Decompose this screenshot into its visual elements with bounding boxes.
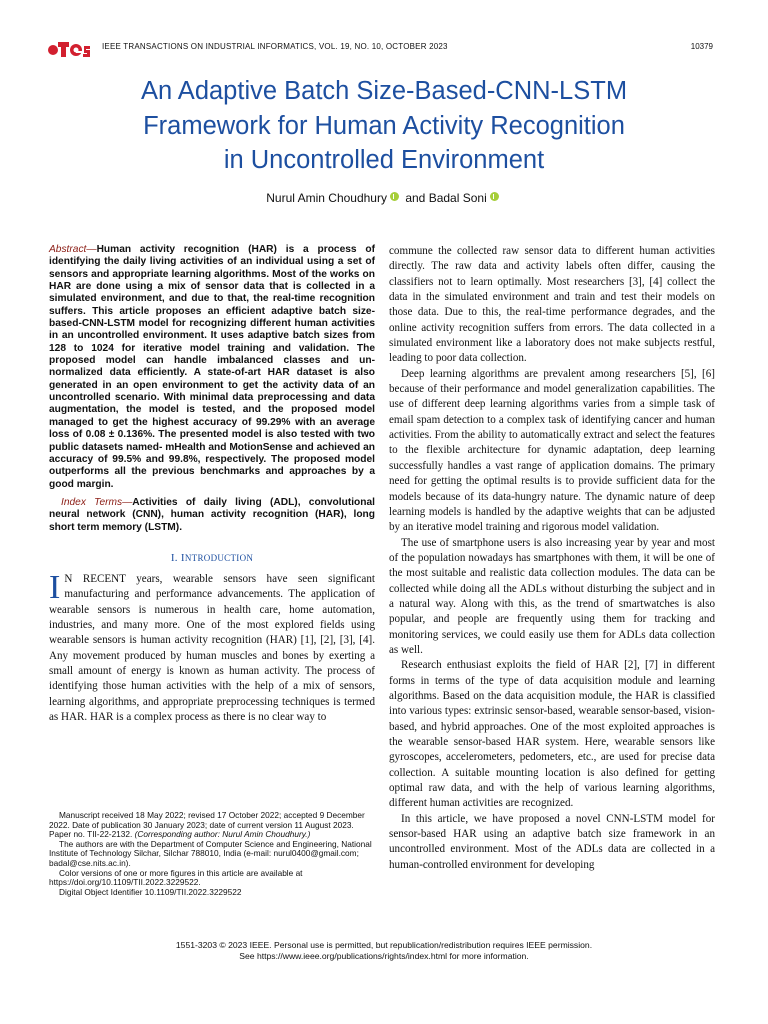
footnote-doi: Digital Object Identifier 10.1109/TII.2022.3229522 bbox=[59, 886, 242, 897]
author-list bbox=[40, 191, 728, 205]
body-paragraph: Deep learning algorithms are prevalent among researchers [5], [6] because of their performance and model generalization capabilities. The use of different deep learning algorithms varies from a simple task of email spam detection to a complex task of identifying cancer and human activities. From the ability to automatically extract and select the features to the flexible architecture for dynamic adaptation, deep learning successfully handles a vast range of application domains. The primary need for getting the optimal results is to provide sufficient data for the models because of its data-hungry nature. The dynamic nature of deep learning models is handled by the adaptive weights that can be adjusted by an iterative model training and rigorous model validation. bbox=[389, 367, 715, 534]
body-paragraph: In this article, we have proposed a novel CNN-LSTM model for sensor-based HAR using an adaptive batch size framework in an uncontrolled environment. Most of the ADLs data are collected in a human-controlled environment for developing bbox=[389, 812, 715, 871]
index-terms bbox=[49, 497, 375, 534]
left-column bbox=[49, 244, 375, 725]
footnote-affiliation: The authors are with the Department of Computer Science and Engineering, National Institute of Technology Silchar, Silchar 788010, India (e-mail: nurul0400@gmail.com; badal@cse.nits.ac.in). bbox=[49, 838, 372, 868]
title-line: in Uncontrolled Environment bbox=[223, 146, 545, 174]
article-title bbox=[40, 74, 728, 178]
footnote-color-note: Color versions of one or more figures in this article are available at https://doi.org/10.1109/TII.2022.3229522. bbox=[49, 867, 303, 888]
running-head: IEEE TRANSACTIONS ON INDUSTRIAL INFORMATICS, VOL. 19, NO. 10, OCTOBER 2023 bbox=[102, 42, 448, 51]
body-paragraph: commune the collected raw sensor data to different human activities directly. The raw data and activity labels often differ, causing the classifiers not to learn optimally. Most researchers [3], [4] collect the data in the simulated environment and train and test their models on those data. Due to this, the real-time performance degrades, and the online activity recognition suffers from errors. The data collected in a simulated environment like a laboratory does not make subjects restful, leading to poor data collection. bbox=[389, 245, 715, 365]
index-terms-text: Activities of daily living (ADL), convolutional neural network (CNN), human activity recognition (HAR), long short term memory (LSTM). bbox=[49, 496, 375, 533]
abstract bbox=[49, 244, 375, 491]
first-page-footnote bbox=[49, 811, 375, 897]
ies-logo bbox=[47, 38, 91, 58]
index-terms-lead: Index Terms— bbox=[61, 496, 133, 508]
page-header bbox=[47, 38, 713, 60]
page-number: 10379 bbox=[690, 42, 713, 51]
body-paragraph: The use of smartphone users is also increasing year by year and most of the population nowadays has smartphones with them, it will be one of the most suitable and realistic data collection modules. The data can be collected while doing all the ADLs without disturbing the subject and in a natural way. Along with this, as the trend of smartwatches is also popular, and people are frequently using them for tracking and monitoring services, we could easily use them for ADLs data collection as well. bbox=[389, 536, 715, 656]
orcid-icon[interactable] bbox=[390, 192, 399, 201]
intro-paragraph bbox=[49, 568, 375, 725]
footnote-manuscript: Manuscript received 18 May 2022; revised 17 October 2022; accepted 9 December 2022. Date of publication 30 January 2023; date of current version 11 August 2023. Paper no. TII-22-2132. (Corresponding author: Nurul Amin Choudhury.) bbox=[49, 810, 365, 840]
copyright-line: 1551-3203 © 2023 IEEE. Personal use is permitted, but republication/redistribution requires IEEE permission. bbox=[175, 940, 593, 950]
section-heading: I. INTRODUCTION bbox=[170, 551, 254, 564]
abstract-text: Human activity recognition (HAR) is a process of identifying the daily living activities of an individual using a set of sensors and appropriate learning algorithms. Most of the works on HAR are done using a mix of sensor data that is collected in a simulated environment, and due to that, the real-time recognition suffers. This article proposes an efficient adaptive batch size-based-CNN-LSTM model for recognizing different human activities in an uncontrolled environment. It uses adaptive batch sizes from 128 to 1024 for iterative model training and validation. The proposed model can handle imbalanced classes and un-normalized data efficiently. A state-of-art HAR dataset is also generated in an open environment to get the activity data of an uncontrolled scenario. With minimal data preprocessing and data augmentation, the model is tested, and the proposed model managed to get the highest accuracy of 99.29% with an average loss of 0.08 ± 0.136%. The presented model is also tested with two public datasets named- mHealth and MotionSense and achieved an accuracy of 99.5% and 99.8%, respectively. The proposed model outperforms all the previous benchmarks and approaches by a good margin. bbox=[49, 244, 375, 490]
author-name: Badal Soni bbox=[428, 191, 487, 205]
author-conjunction: and bbox=[405, 191, 426, 205]
copyright-line: See https://www.ieee.org/publications/rights/index.html for more information. bbox=[239, 950, 529, 961]
body-paragraph: Research enthusiast exploits the field of HAR [2], [7] in different forms in terms of the type of data acquisition module and learning algorithms. Based on the data acquisition module, the HAR is classified into various types: extrinsic sensor-based, wearable sensor-based, vision-based, and hybrid approaches. One of the most exploited approaches is the wearable sensor-based HAR system. Here, wearable sensors like gyroscopes, accelerometers, pedometers, etc., are used for precise data collection. A suitable mounting location is also defined for getting optimal raw data, and with the help of various learning algorithms, different human activities are recognized. bbox=[389, 659, 715, 810]
right-column bbox=[389, 244, 715, 873]
orcid-icon[interactable] bbox=[490, 192, 499, 201]
author-name: Nurul Amin Choudhury bbox=[266, 191, 387, 205]
drop-cap: I bbox=[49, 568, 61, 606]
title-line: Framework for Human Activity Recognition bbox=[143, 111, 625, 140]
title-line: An Adaptive Batch Size-Based-CNN-LSTM bbox=[140, 77, 628, 105]
intro-text: N RECENT years, wearable sensors have seen significant manufacturing and performance advancements. The application of wearable sensors is numerous in health care, home automation, industries, and many more. One of the most explored fields using wearable sensors is human activity recognition (HAR) [1], [2], [3], [4]. Any movement produced by human muscles and bones by exerting a small amount of energy is known as human activity. The process of identifying those human activities with the help of a mix of sensors, learning algorithms, and appropriate preprocessing techniques is termed as HAR. HAR is a complex process as there is no clear way to bbox=[49, 572, 375, 723]
abstract-lead: Abstract— bbox=[49, 244, 97, 255]
copyright-notice bbox=[40, 940, 728, 961]
